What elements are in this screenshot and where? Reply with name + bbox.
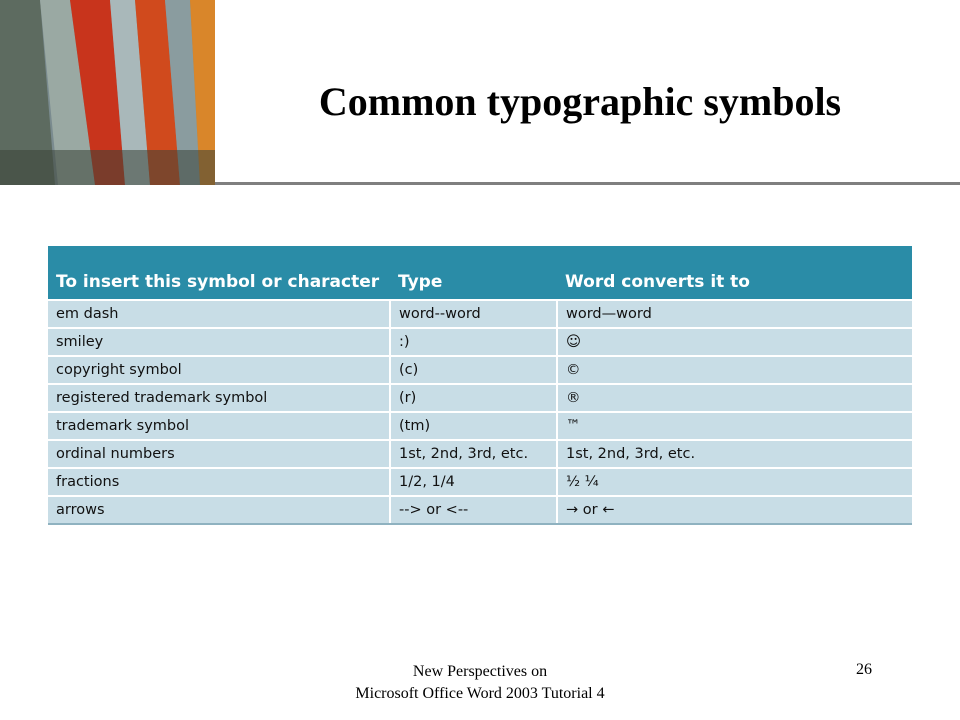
cell-type: (tm) [390,412,557,440]
cell-converts: ½ ¼ [557,468,912,496]
table-row [48,468,912,496]
cell-symbol: ordinal numbers [48,440,390,468]
table-row [48,496,912,524]
column-header-symbol: To insert this symbol or character [56,271,380,292]
cell-type: word--word [390,300,557,328]
cell-symbol: arrows [48,496,390,524]
cell-symbol: fractions [48,468,390,496]
cell-converts: © [557,356,912,384]
cell-converts: word—word [557,300,912,328]
cell-converts: ® [557,384,912,412]
cell-type: (r) [390,384,557,412]
table-row [48,384,912,412]
table-row [48,440,912,468]
cell-converts: ☺ [557,328,912,356]
table-row [48,412,912,440]
cell-converts: → or ← [557,496,912,524]
header-photo [0,0,215,185]
table-row [48,300,912,328]
slide-footer [300,661,660,705]
cell-symbol: trademark symbol [48,412,390,440]
cell-converts: ™ [557,412,912,440]
footer-line-1: New Perspectives on [412,663,548,680]
header-divider [215,182,960,185]
table-row [48,356,912,384]
cell-symbol: smiley [48,328,390,356]
footer-line-2: Microsoft Office Word 2003 Tutorial 4 [355,685,605,702]
cell-symbol: em dash [48,300,390,328]
slide-title: Common typographic symbols [318,79,842,124]
page-number: 26 [856,661,872,678]
cell-type: :) [390,328,557,356]
cell-symbol: copyright symbol [48,356,390,384]
column-header-converts: Word converts it to [565,271,750,292]
cell-symbol: registered trademark symbol [48,384,390,412]
cell-type: --> or <-- [390,496,557,524]
table-header-row [48,246,912,300]
cell-type: (c) [390,356,557,384]
cell-type: 1st, 2nd, 3rd, etc. [390,440,557,468]
typographic-symbols-table [48,246,912,525]
table-row [48,328,912,356]
cell-converts: 1st, 2nd, 3rd, etc. [557,440,912,468]
cell-type: 1/2, 1/4 [390,468,557,496]
column-header-type: Type [398,271,443,292]
